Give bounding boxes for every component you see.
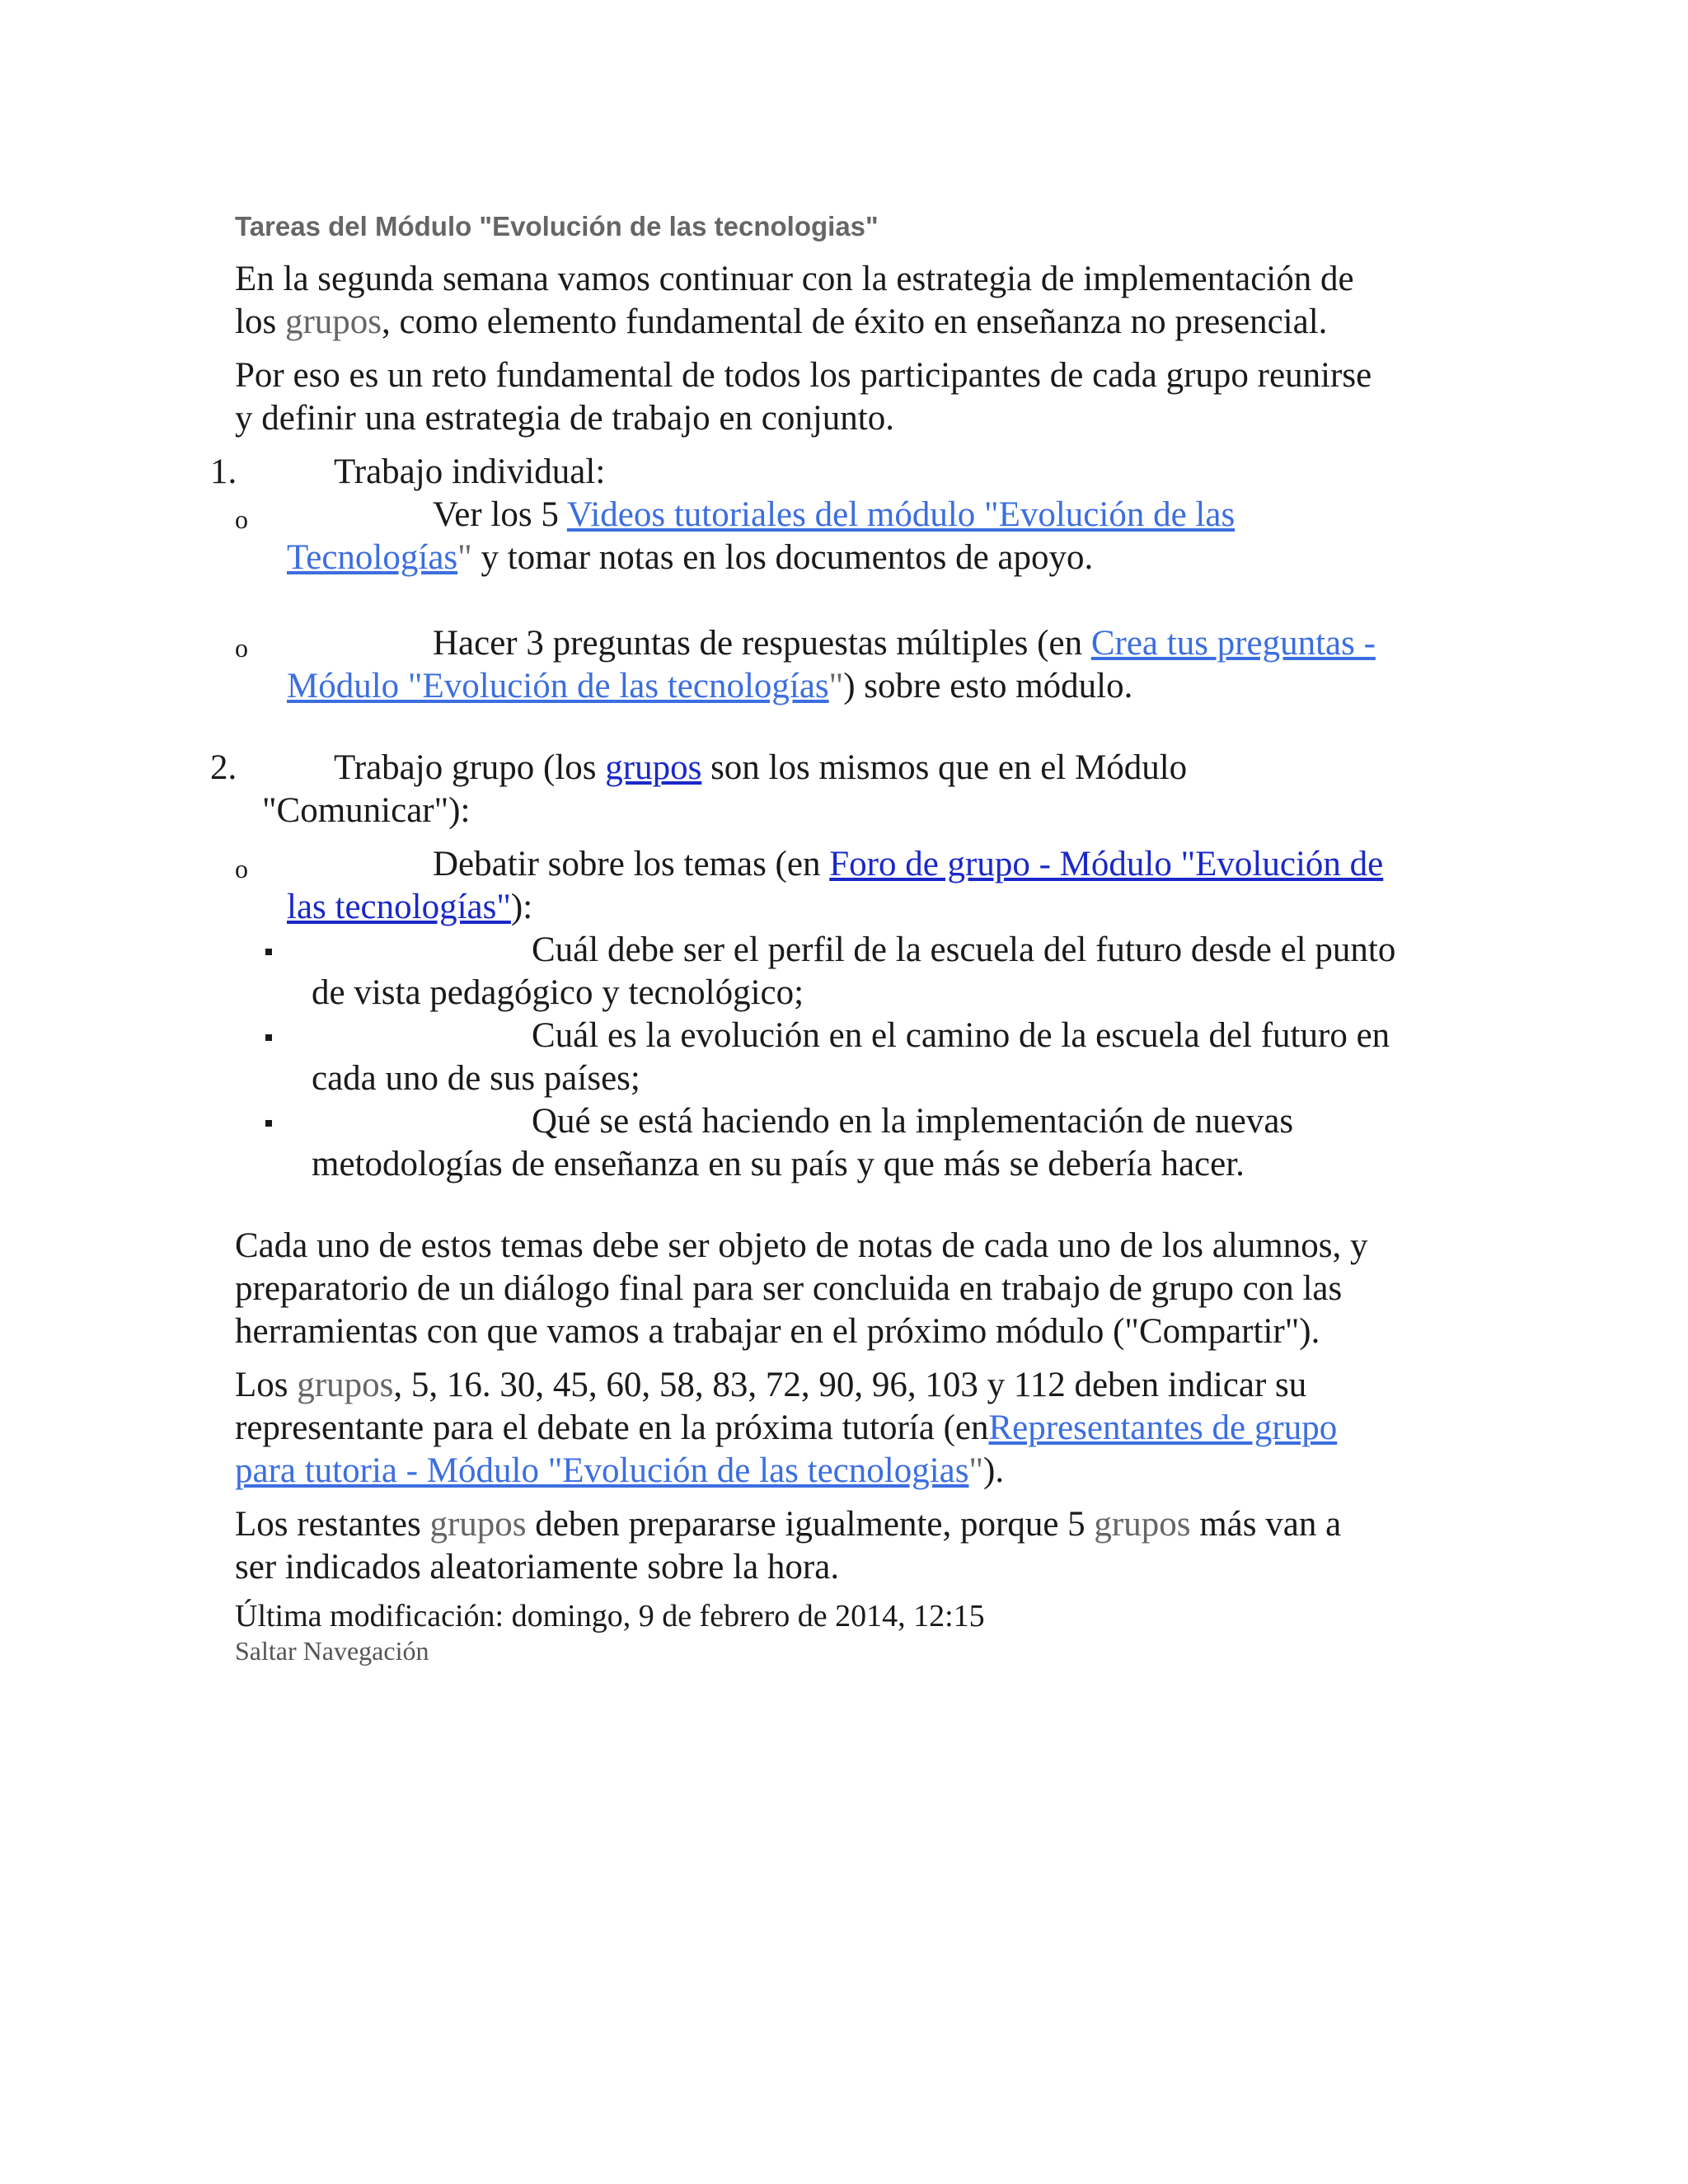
crea-preguntas-link[interactable]: Crea tus preguntas -: [1090, 624, 1376, 663]
list-number-2: 2.: [210, 748, 237, 787]
text: representante para el debate en la próxima tutoría (en: [235, 1408, 989, 1447]
item1-sub1-line1: [433, 494, 1235, 537]
quote-mark: ": [968, 1451, 984, 1490]
text: Trabajo grupo (los: [334, 748, 606, 787]
square-bullet-icon: [265, 1120, 272, 1127]
page-title: Tareas del Módulo "Evolución de las tecnologias": [235, 211, 879, 241]
square-bullet-icon: [265, 949, 272, 955]
last-modified: Última modificación: domingo, 9 de febrero de 2014, 12:15: [235, 1599, 985, 1633]
item2-sub1-line2: [287, 886, 532, 929]
item1-label: Trabajo individual:: [334, 452, 606, 491]
grupos-link[interactable]: grupos: [605, 748, 702, 787]
representantes-link-cont[interactable]: para tutoria - Módulo "Evolución de las tecnologias: [235, 1451, 969, 1490]
grupos-term: grupos: [284, 302, 382, 341]
item2-sub1-line1: [433, 843, 1383, 886]
item2-line1: [334, 747, 1187, 790]
crea-preguntas-link-cont[interactable]: Módulo "Evolución de las tecnologías: [287, 667, 829, 705]
text: Debatir sobre los temas (en: [433, 845, 830, 883]
text: ).: [983, 1451, 1005, 1490]
text: Hacer 3 preguntas de respuestas múltiples (en: [433, 624, 1091, 663]
closing-p1-line1: Cada uno de estos temas debe ser objeto de notas de cada uno de los alumnos, y: [235, 1226, 1368, 1265]
bullet-3-line1: Qué se está haciendo en la implementación de nuevas: [532, 1102, 1294, 1141]
item2-line2: "Comunicar"):: [262, 791, 471, 830]
text: son los mismos que en el Módulo: [701, 748, 1188, 787]
text: deben prepararse igualmente, porque 5: [526, 1505, 1095, 1544]
closing-p3-line1: [235, 1503, 1341, 1546]
grupos-term: grupos: [429, 1505, 527, 1544]
text: Los: [235, 1366, 298, 1404]
representantes-link[interactable]: Representantes de grupo: [988, 1408, 1338, 1447]
bullet-1-line2: de vista pedagógico y tecnológico;: [312, 973, 804, 1012]
intro-p2-line1: Por eso es un reto fundamental de todos los participantes de cada grupo reunirse: [235, 356, 1372, 395]
intro-p2-line2: y definir una estrategia de trabajo en conjunto.: [235, 399, 894, 438]
text: ) sobre esto módulo.: [843, 667, 1133, 705]
text: Los restantes: [235, 1505, 430, 1544]
text: Ver los 5: [433, 495, 567, 534]
text: más van a: [1190, 1505, 1342, 1544]
bullet-2-line1: Cuál es la evolución en el camino de la escuela del futuro en: [532, 1016, 1390, 1055]
quote-mark: ": [828, 667, 844, 705]
text: ):: [510, 888, 533, 926]
item1-sub2-line1: [433, 622, 1376, 665]
bullet-1-line1: Cuál debe ser el perfil de la escuela del futuro desde el punto: [532, 930, 1396, 969]
item1-sub1-line2: [287, 537, 1093, 579]
closing-p1-line3: herramientas con que vamos a trabajar en el próximo módulo ("Compartir").: [235, 1312, 1320, 1351]
foro-grupo-link[interactable]: Foro de grupo - Módulo "Evolución de: [829, 845, 1384, 883]
text: , 5, 16. 30, 45, 60, 58, 83, 72, 90, 96, 103 y 112 deben indicar su: [393, 1366, 1307, 1404]
text: los: [235, 302, 285, 341]
text: , como elemento fundamental de éxito en enseñanza no presencial.: [382, 302, 1328, 341]
circle-bullet-icon: o: [235, 854, 248, 883]
videos-tutoriales-link-cont[interactable]: Tecnologías: [287, 538, 458, 577]
grupos-term: grupos: [1094, 1505, 1191, 1544]
bullet-2-line2: cada uno de sus países;: [312, 1059, 640, 1098]
skip-navigation-link[interactable]: Saltar Navegación: [235, 1636, 429, 1666]
list-number-1: 1.: [210, 452, 237, 491]
foro-grupo-link-cont[interactable]: las tecnologías": [287, 888, 511, 926]
closing-p3-line2: ser indicados aleatoriamente sobre la hora.: [235, 1548, 840, 1586]
circle-bullet-icon: o: [235, 633, 248, 663]
closing-p2-line3: [235, 1450, 1004, 1493]
bullet-3-line2: metodologías de enseñanza en su país y que más se debería hacer.: [312, 1145, 1245, 1183]
item1-sub2-line2: [287, 665, 1132, 708]
circle-bullet-icon: o: [235, 504, 248, 534]
intro-p1-line1: En la segunda semana vamos continuar con la estrategia de implementación de: [235, 260, 1354, 298]
intro-p1-line2: [235, 301, 1327, 344]
closing-p2-line1: [235, 1364, 1306, 1407]
quote-mark: ": [457, 538, 472, 577]
square-bullet-icon: [265, 1034, 272, 1041]
text: y tomar notas en los documentos de apoyo.: [471, 538, 1094, 577]
closing-p1-line2: preparatorio de un diálogo final para ser concluida en trabajo de grupo con las: [235, 1269, 1343, 1308]
videos-tutoriales-link[interactable]: Videos tutoriales del módulo "Evolución de las: [566, 495, 1236, 534]
grupos-term: grupos: [297, 1366, 394, 1404]
closing-p2-line2: [235, 1407, 1337, 1450]
